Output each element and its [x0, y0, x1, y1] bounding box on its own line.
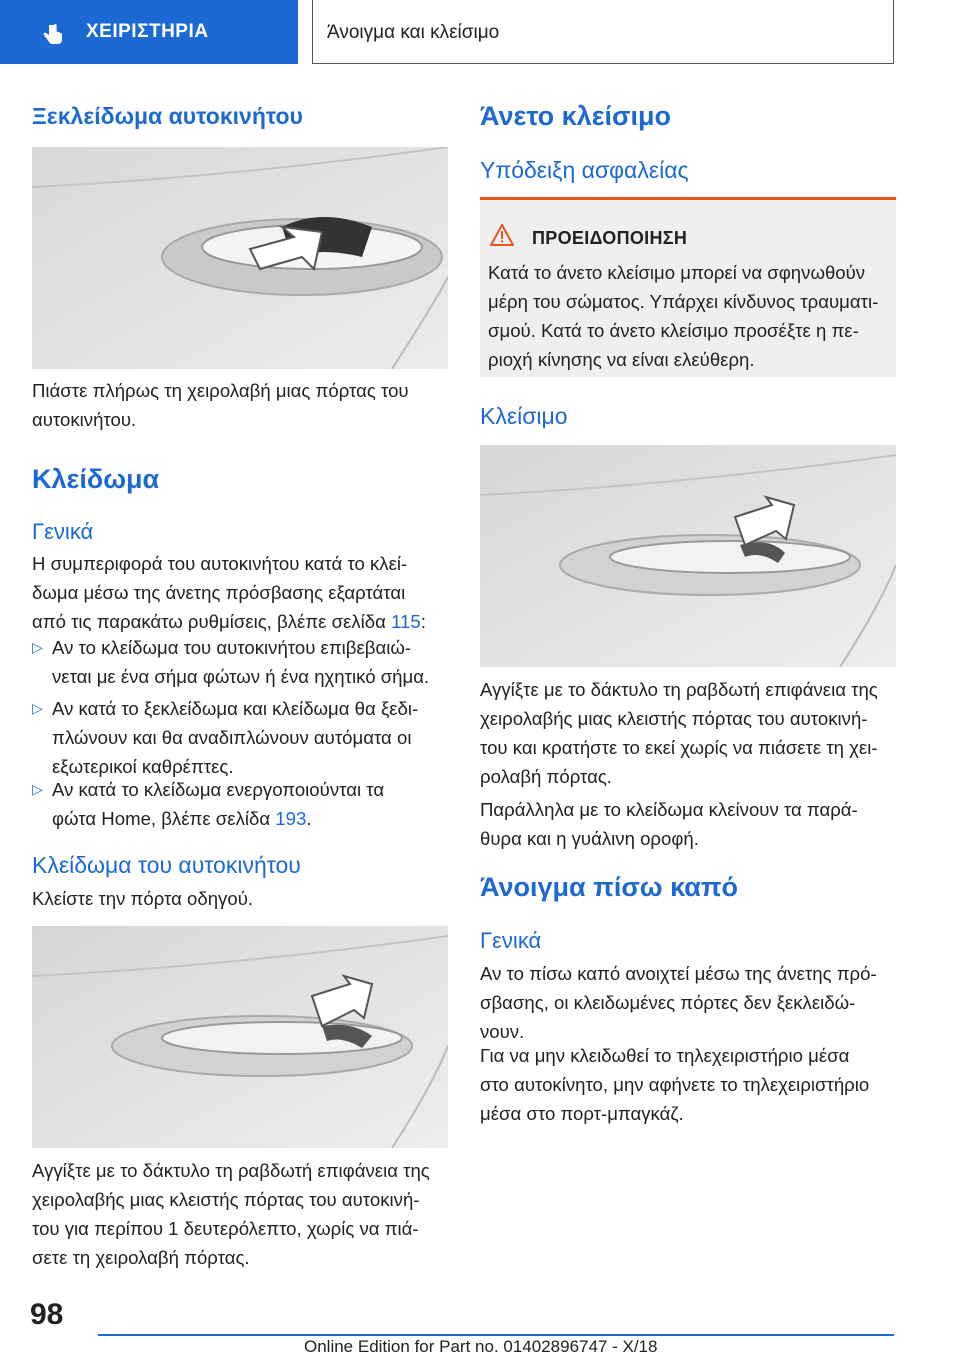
lock-car-text: Κλείστε την πόρτα οδηγού. — [32, 888, 254, 909]
tailgate-text-2: Για να μην κλειδωθεί το τηλεχειριστήριο μέσα στο αυτοκίνητο, μην αφήνετε το τηλεχειριστήριο μέσα στο πορτ-μπαγκάζ. — [480, 1045, 870, 1124]
footer-edition: Online Edition for Part no. 01402896747 - X/18 — [304, 1337, 658, 1356]
heading-lock: Κλείδωμα — [32, 464, 160, 494]
page-number: 98 — [30, 1298, 64, 1331]
footer-divider — [98, 1334, 894, 1336]
subheading-general: Γενικά — [32, 519, 94, 544]
chapter-title-box — [312, 0, 894, 64]
chapter-title: Άνοιγμα και κλείσιμο — [327, 22, 500, 43]
triangle-bullet-icon: ▷ — [32, 639, 43, 655]
heading-unlock: Ξεκλείδωμα αυτοκινήτου — [32, 103, 303, 129]
page-link-193[interactable]: 193 — [275, 808, 307, 829]
door-handle-photo-unlock — [32, 147, 448, 369]
caption-unlock: Πιάστε πλήρως τη χειρολαβή μιας πόρτας του αυτοκινήτου. — [32, 380, 409, 430]
section-label: ΧΕΙΡΙΣΤΗΡΙΑ — [86, 21, 209, 42]
hand-touch-icon — [40, 22, 66, 48]
page-link-115[interactable]: 115 — [391, 611, 421, 632]
tailgate-text-1: Αν το πίσω καπό ανοιχτεί μέσω της άνετης πρό- σβασης, οι κλειδωμένες πόρτες δεν ξεκλειδώ- νουν. — [480, 963, 877, 1042]
subheading-safety: Υπόδειξη ασφαλείας — [480, 157, 689, 183]
general-text: Η συμπεριφορά του αυτοκινήτου κατά το κλεί- δωμα μέσω της άνετης πρόσβασης εξαρτάται από τις παρακάτω ρυθμίσεις, βλέπε σελίδα 115: — [32, 553, 426, 632]
triangle-bullet-icon: ▷ — [32, 700, 43, 716]
triangle-bullet-icon: ▷ — [32, 781, 43, 797]
subheading-closing: Κλείσιμο — [480, 403, 568, 429]
door-handle-photo-lock — [32, 926, 448, 1148]
warning-triangle-icon — [490, 224, 514, 246]
warning-box — [480, 200, 896, 377]
subheading-general-2: Γενικά — [480, 928, 542, 953]
heading-tailgate: Άνοιγμα πίσω καπό — [480, 872, 739, 902]
caption-closing: Αγγίξτε με το δάκτυλο τη ραβδωτή επιφάνεια της χειρολαβής μιας κλειστής πόρτας του αυτοκινή- του και κρατήστε το εκεί χωρίς να πιάσετε τη χει- ρολαβή πόρτας. — [480, 679, 878, 787]
heading-lock-car: Κλείδωμα του αυτοκινήτου — [32, 852, 301, 878]
section-tab[interactable] — [0, 0, 298, 64]
warning-title: ΠΡΟΕΙΔΟΠΟΙΗΣΗ — [532, 228, 688, 248]
door-handle-photo-closing — [480, 445, 896, 667]
closing-extra-text: Παράλληλα με το κλείδωμα κλείνουν τα παρά- θυρα και η γυάλινη οροφή. — [480, 799, 858, 849]
caption-lock: Αγγίξτε με το δάκτυλο τη ραβδωτή επιφάνεια της χειρολαβής μιας κλειστής πόρτας του αυτοκινή- του για περίπου 1 δευτερόλεπτο, χωρίς να πιά- σετε τη χειρολαβή πόρτας. — [32, 1160, 430, 1268]
warning-text: Κατά το άνετο κλείσιμο μπορεί να σφηνωθούν μέρη του σώματος. Υπάρχει κίνδυνος τραυματι- σμού. Κατά το άνετο κλείσιμο προσέξτε η πε- ριοχή κίνησης να είναι ελεύθερη. — [488, 262, 879, 370]
heading-comfort: Άνετο κλείσιμο — [480, 101, 671, 131]
